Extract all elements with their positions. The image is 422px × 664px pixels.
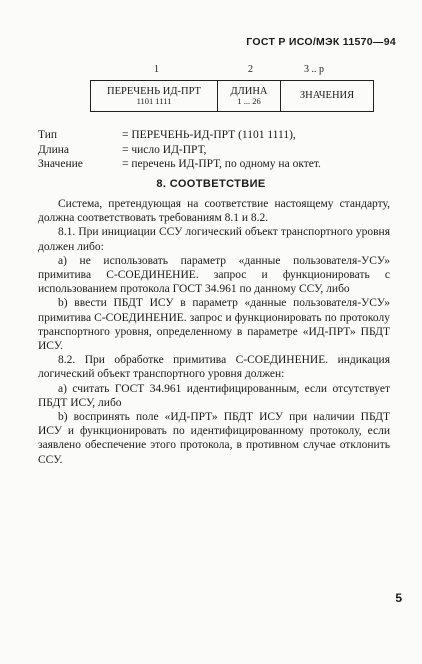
definition-value: = перечень ИД-ПРТ, по одному на октет. [122, 158, 321, 170]
paragraph: 8.1. При инициации ССУ логический объект транспортного уровня должен либо: [38, 226, 390, 253]
page-number: 5 [395, 591, 402, 605]
document-header: ГОСТ Р ИСО/МЭК 11570—94 [246, 36, 396, 48]
frame-cell-type [91, 81, 218, 112]
paragraph: b) воспринять поле «ИД-ПРТ» ПБДТ ИСУ при наличии ПБДТ ИСУ и функционировать по идентифицированному протоколу, если заявлено обеспечение этого протокола, в противном случае отклонить ССУ. [38, 411, 390, 466]
body-text [38, 197, 390, 467]
paragraph: b) ввести ПБДТ ИСУ в параметр «данные пользователя-УСУ» примитива С-СОЕДИНЕНИЕ. запрос и функционировать по протоколу транспортного уровня, определенному в параметре «ИД-ПРТ» ПБДТ ИСУ. [38, 297, 390, 353]
definition-value: = число ИД-ПРТ, [122, 143, 207, 156]
paragraph: 8.2. При обработке примитива С-СОЕДИНЕНИЕ. индикация логический объект транспортного уровня должен: [38, 354, 390, 381]
definition-row [38, 143, 321, 158]
frame-length-label: ДЛИНА [230, 86, 268, 98]
parameter-frame-table [90, 80, 374, 112]
definition-term: Значение [38, 158, 83, 170]
definition-term: Тип [38, 129, 58, 141]
frame-length-range: 1 ... 26 [237, 96, 261, 107]
paragraph: a) не использовать параметр «данные пользователя-УСУ» примитива С-СОЕДИНЕНИЕ. запрос и функционировать с использованием протокола ГОСТ 34.961 по данному ССУ, либо [38, 254, 390, 296]
paragraph: a) считать ГОСТ 34.961 идентифицированным, если отсутствует ПБДТ ИСУ, либо [38, 382, 390, 409]
column-number-2: 2 [248, 64, 253, 75]
frame-type-code: 1101 1111 [136, 96, 172, 107]
definition-row [38, 157, 321, 172]
column-number-3: 3 .. p [304, 64, 324, 75]
column-number-1: 1 [154, 64, 159, 75]
definition-term: Длина [38, 143, 69, 156]
frame-cell-values: ЗНАЧЕНИЯ [281, 81, 374, 112]
definition-row [38, 128, 321, 143]
paragraph: Система, претендующая на соответствие настоящему стандарту, должна соответствовать требованиям 8.1 и 8.2. [38, 198, 390, 225]
frame-cell-length [218, 81, 281, 112]
frame-type-label: ПЕРЕЧЕНЬ ИД-ПРТ [107, 86, 201, 98]
column-numbers [90, 64, 366, 78]
field-definitions [38, 128, 321, 172]
definition-value: = ПЕРЕЧЕНЬ-ИД-ПРТ (1101 1111), [122, 129, 296, 141]
section-title: 8. СООТВЕТСТВИЕ [156, 178, 266, 190]
